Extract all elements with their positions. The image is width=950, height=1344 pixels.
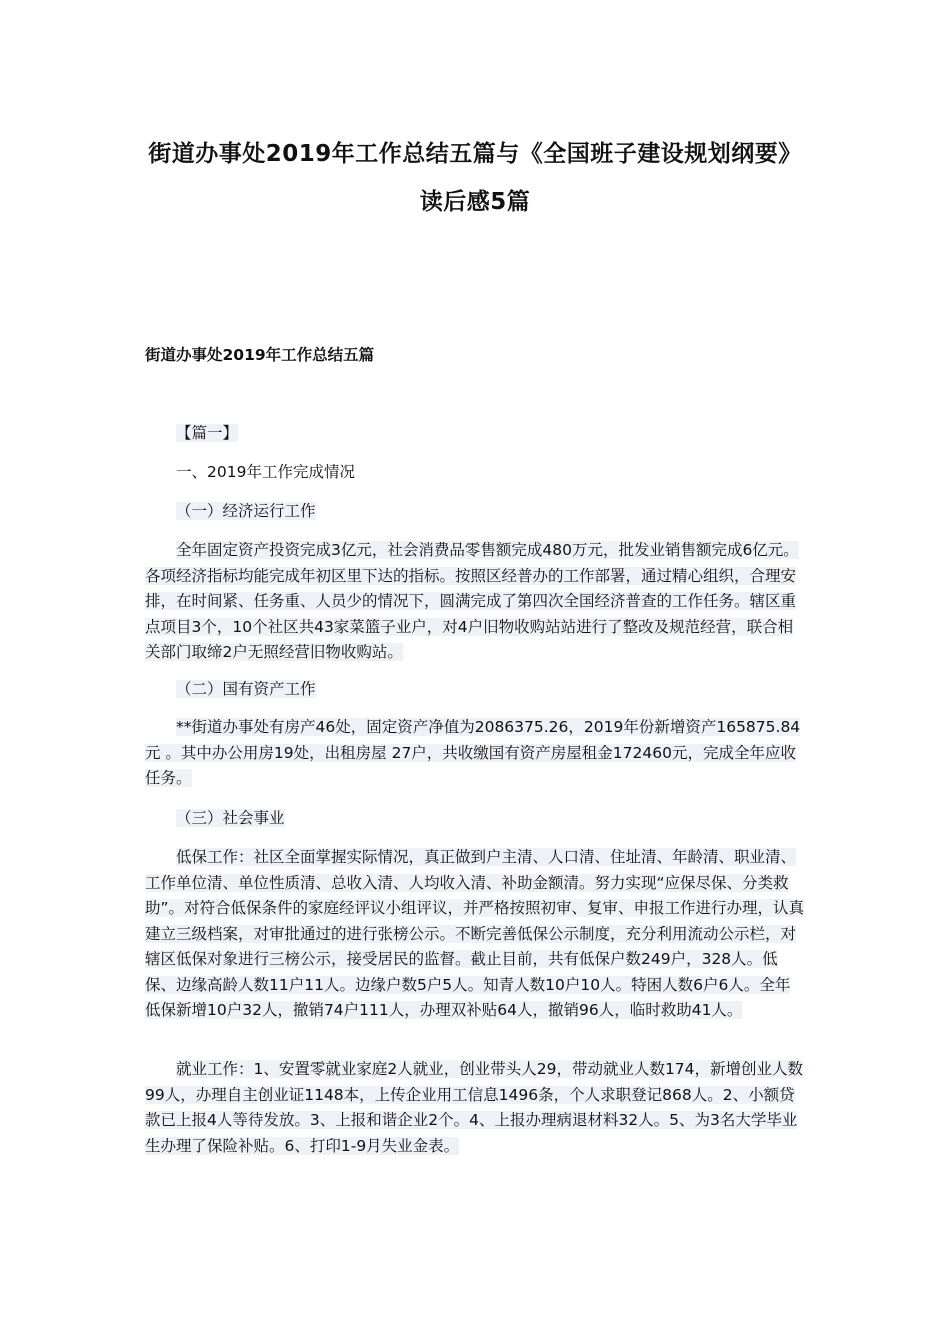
paragraph-subsistence: 低保工作：社区全面掌握实际情况，真正做到户主清、人口清、住址清、年龄清、职业清、工作单位清、单位性质清、总收入清、人均收入清、补助金额清。努力实现“应保尽保、分类救助”。对符合低保条件的家庭经评议小组评议，并严格按照初审、复审、申报工作进行办理，认真建立三级档案，对审批通过的进行张榜公示。不断完善低保公示制度，充分利用流动公示栏，对辖区低保对象进行三榜公示，接受居民的监督。截止目前，共有低保户数249户，328人。低保、边缘高龄人数11户11人。边缘户数5户5人。知青人数10户10人。特困人数6户6人。全年低保新增10户32人，撤销74户111人，办理双补贴64人，撤销96人，临时救助41人。 xyxy=(145,848,805,1019)
section-1-heading-block xyxy=(145,499,805,525)
paragraph-employment: 就业工作：1、安置零就业家庭2人就业，创业带头人29，带动就业人数174，新增创业人数99人，办理自主创业证1148本，上传企业用工信息1496条，个人求职登记868人。2、小额贷款已上报4人等待发放。3、上报和谐企业2个。4、上报办理病退材料32人。5、为3名大学毕业生办理了保险补贴。6、打印1-9月失业金表。 xyxy=(145,1060,804,1155)
part-label: 【篇一】 xyxy=(176,424,239,442)
section-2-body-block xyxy=(145,715,805,792)
section-3-body-2-block xyxy=(145,1057,805,1159)
document-title: 街道办事处2019年工作总结五篇与《全国班子建设规划纲要》读后感5篇 xyxy=(148,141,802,215)
paragraph-assets: **街道办事处有房产46处，固定资产净值为2086375.26，2019年份新增资产165875.84元 。其中办公用房19处，出租房屋 27户，共收缴国有资产房屋租金172460元，完成全年应收任务。 xyxy=(145,718,801,787)
part-label-block xyxy=(145,421,805,447)
section-heading-assets: （二）国有资产工作 xyxy=(176,680,316,698)
section-1-body-block xyxy=(145,538,805,666)
heading-1-block xyxy=(145,460,805,486)
section-3-body-1-block xyxy=(145,845,805,1024)
section-2-heading-block xyxy=(145,677,805,703)
section-3-heading-block xyxy=(145,806,805,832)
section-heading-economy: （一）经济运行工作 xyxy=(176,502,316,520)
section-heading-main: 一、2019年工作完成情况 xyxy=(176,463,355,481)
section-heading-social: （三）社会事业 xyxy=(176,809,285,827)
document-subtitle: 街道办事处2019年工作总结五篇 xyxy=(145,346,375,364)
paragraph-economy: 全年固定资产投资完成3亿元，社会消费品零售额完成480万元，批发业销售额完成6亿元。各项经济指标均能完成年初区里下达的指标。按照区经普办的工作部署，通过精心组织，合理安排，在时间紧、任务重、人员少的情况下，圆满完成了第四次全国经济普查的工作任务。辖区重点项目3个，10个社区共43家菜篮子业户，对4户旧物收购站站进行了整改及规范经营，联合相关部门取缔2户无照经营旧物收购站。 xyxy=(145,541,799,661)
